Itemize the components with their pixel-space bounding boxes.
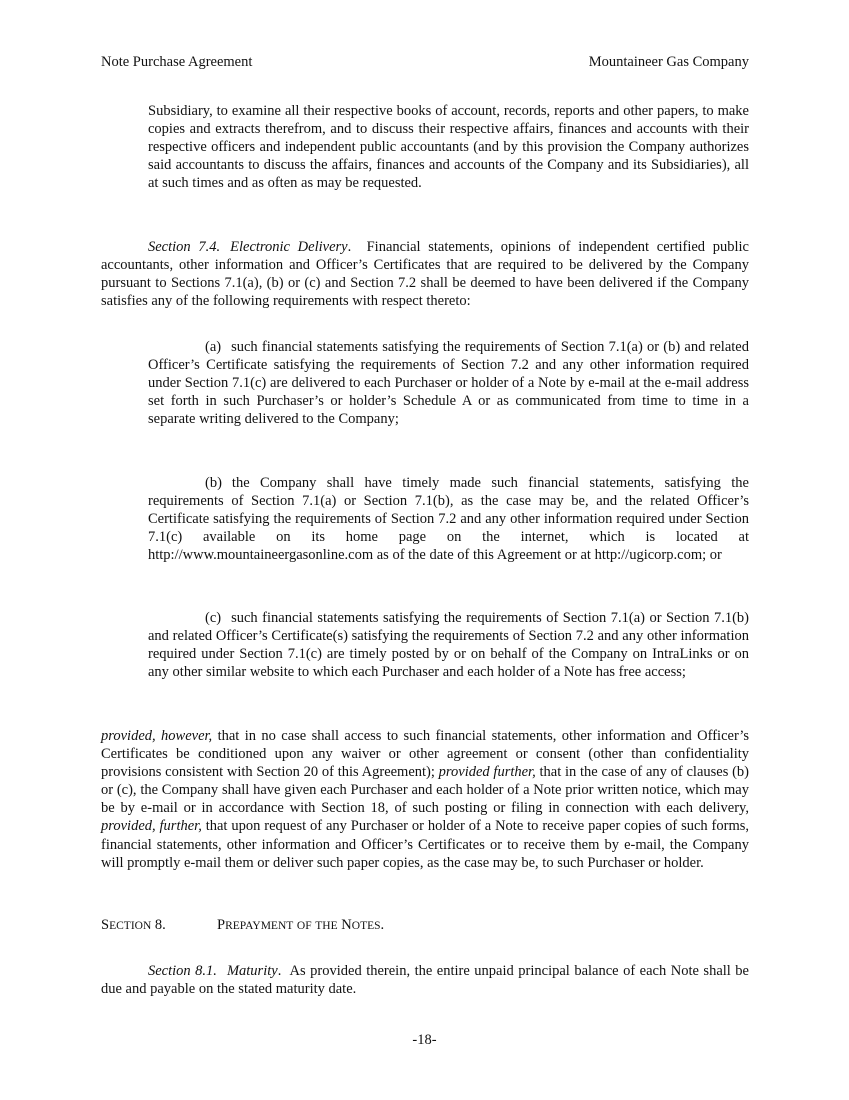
section-8-heading	[101, 916, 749, 935]
section-8-1-title: Maturity	[226, 963, 278, 979]
section-7-4-paragraph: Section 7.4. Electronic Delivery. Financial statements, opinions of independent certified public accountants, other information and Officer’s Certificates that are required to be delivered by the Company pursuant to Sections 7.1(a), (b) or (c) and Section 7.2 shall be deemed to have been delivered if the Company satisfies any of the following requirements with respect thereto:	[101, 239, 749, 310]
header-company-name: Mountaineer Gas Company	[588, 54, 749, 70]
section-8-1-body: As provided therein, the entire unpaid principal balance of each Note shall be due and payable on the stated maturity date.	[101, 963, 749, 998]
section-8-1-number: Section 8.1.	[148, 963, 217, 979]
continuation-paragraph: Subsidiary, to examine all their respective books of account, records, reports and other papers, to make copies and extracts therefrom, and to discuss their respective affairs, finances and accounts with their respective officers and independent public accountants (and by this provision the Company authorizes said accountants to discuss the affairs, finances and accounts of the Company and its Subsidiaries), all at such times and as often as may be requested.	[148, 103, 749, 192]
proviso-further-2: provided, further,	[101, 818, 202, 835]
clause-b-label: (b)	[205, 475, 222, 491]
section-8-1-paragraph: Section 8.1. Maturity. As provided therein, the entire unpaid principal balance of each Note shall be due and payable on the stated maturity date.	[101, 963, 749, 998]
clause-c	[148, 609, 749, 681]
section-7-4-title: Electronic Delivery	[230, 239, 348, 255]
clause-a	[148, 338, 749, 428]
page-number: -18-	[412, 1032, 437, 1048]
proviso-paragraph	[101, 727, 749, 872]
header-document-title: Note Purchase Agreement	[101, 54, 253, 70]
section-7-4-body: Financial statements, opinions of independent certified public accountants, other information and Officer’s Certificates that are required to be delivered by the Company pursuant to Sections 7.1(a), (b) or (c) and Section 7.2 shall be deemed to have been delivered if the Company satisfies any of the following requirements with respect thereto:	[101, 239, 749, 310]
section-8-label: SECTION 8.	[101, 917, 166, 933]
clause-c-text: such financial statements satisfying the requirements of Section 7.1(a) or Section 7.1(b) and related Officer’s Certificate(s) satisfying the requirements of Section 7.2 and any other information required under Section 7.1(c) are timely posted by or on behalf of the Company on IntraLinks or on any other similar website to which each Purchaser and each holder of a Note has free access;	[148, 610, 749, 681]
proviso-part-3: that upon request of any Purchaser or holder of a Note to receive paper copies of such forms, financial statements, other information and Officer’s Certificates or to receive them by e-mail, the Company will promptly e-mail them or deliver such paper copies, as the case may be, to such Purchaser or holder.	[101, 818, 749, 871]
clause-a-label: (a)	[205, 339, 222, 355]
clause-c-label: (c)	[205, 610, 222, 626]
section-7-4-number: Section 7.4.	[148, 239, 221, 255]
clause-b-text: the Company shall have timely made such financial statements, satisfying the requirements of Section 7.1(a) or Section 7.1(b), as the case may be, and the related Officer’s Certificate satisfying the requirements of Section 7.2 and any other information required under Section 7.1(c) available on its home page on the internet, which is located at http://www.mountaineergasonline.com as of the date of this Agreement or at http://ugicorp.com; or	[148, 475, 749, 564]
proviso-part-2: that in the case of any of clauses (b) or (c), the Company shall have given each Purchaser and each holder of a Note prior written notice, which may be by e-mail or in accordance with Section 18, of such posting or filing in connection with each delivery,	[101, 764, 750, 817]
clause-a-text: such financial statements satisfying the requirements of Section 7.1(a) or (b) and related Officer’s Certificate satisfying the requirements of Section 7.2 and any other information required under Section 7.1(c) are delivered to each Purchaser or holder of a Note by e-mail at the e-mail address set forth in such Purchaser’s or holder’s Schedule A or as communicated from time to time in a separate writing delivered to the Company;	[148, 339, 749, 428]
section-8-title: PREPAYMENT OF THE NOTES.	[217, 917, 385, 933]
clause-b	[148, 474, 749, 564]
proviso-further-1: provided further,	[438, 764, 536, 781]
proviso-lead: provided, however,	[101, 728, 213, 744]
running-header	[101, 53, 749, 71]
proviso-part-1: that in no case shall access to such financial statements, other information and Officer’s Certificates be conditioned upon any waiver or other agreement or consent (other than confidentiality provisions consistent with Section 20 of this Agreement);	[101, 728, 749, 781]
